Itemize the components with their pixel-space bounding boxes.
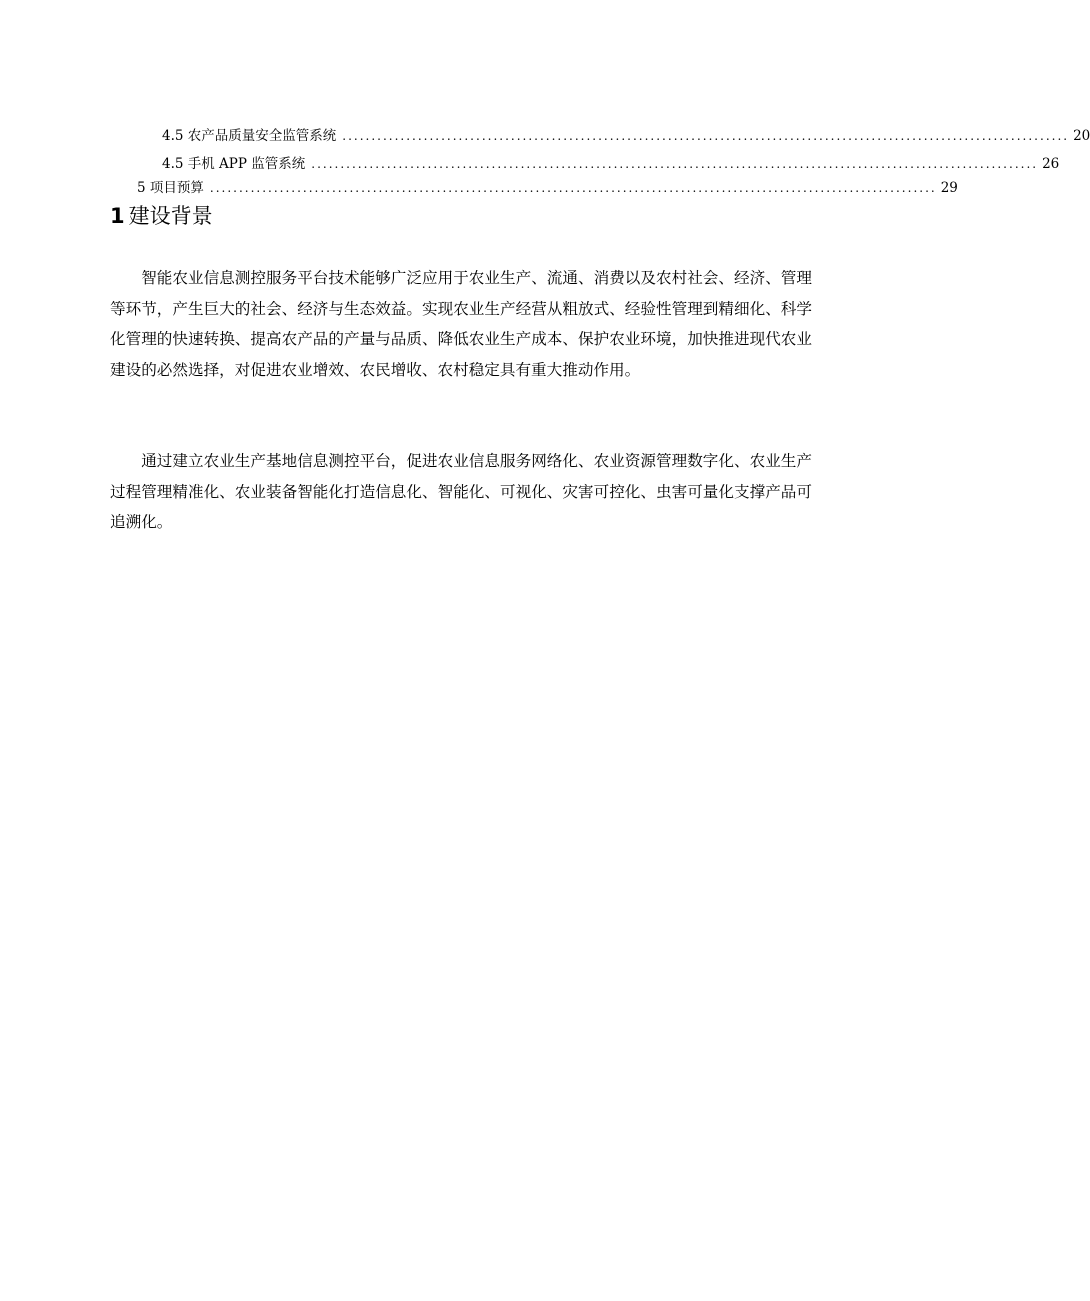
toc-leader-dots: ............................................................................................................................. bbox=[342, 129, 1070, 143]
toc-entry-title: 4.5 手机 APP 监管系统 bbox=[162, 156, 306, 172]
body-paragraph: 智能农业信息测控服务平台技术能够广泛应用于农业生产、流通、消费以及农村社会、经济、管理等环节，产生巨大的社会、经济与生态效益。实现农业生产经营从粗放式、经验性管理到精细化、科学化管理的快速转换、提高农产品的产量与品质、降低农业生产成本、保护农业环境，加快推进现代农业建设的必然选择，对促进农业增效、农民增收、农村稳定具有重大推动作用。 bbox=[110, 269, 812, 379]
section-number: 1 bbox=[110, 204, 125, 228]
toc-entry-page: 20 bbox=[1073, 128, 1090, 144]
toc-entry[interactable] bbox=[137, 176, 958, 200]
toc-entry[interactable] bbox=[162, 124, 1090, 148]
toc-entry[interactable] bbox=[162, 152, 1060, 176]
body-paragraph: 通过建立农业生产基地信息测控平台，促进农业信息服务网络化、农业资源管理数字化、农业生产过程管理精准化、农业装备智能化打造信息化、智能化、可视化、灾害可控化、虫害可量化支撑产品可追溯化。 bbox=[110, 452, 812, 531]
toc-leader-dots: ............................................................................................................................. bbox=[209, 181, 937, 195]
section-title: 建设背景 bbox=[128, 204, 213, 228]
toc-entry-title: 5 项目预算 bbox=[137, 180, 204, 196]
toc-leader-dots: ............................................................................................................................. bbox=[311, 157, 1039, 171]
section-heading bbox=[110, 199, 213, 233]
toc-entry-page: 29 bbox=[940, 180, 958, 196]
toc-entry-title: 4.5 农产品质量安全监管系统 bbox=[162, 128, 337, 144]
toc-entry-page: 26 bbox=[1042, 156, 1060, 172]
